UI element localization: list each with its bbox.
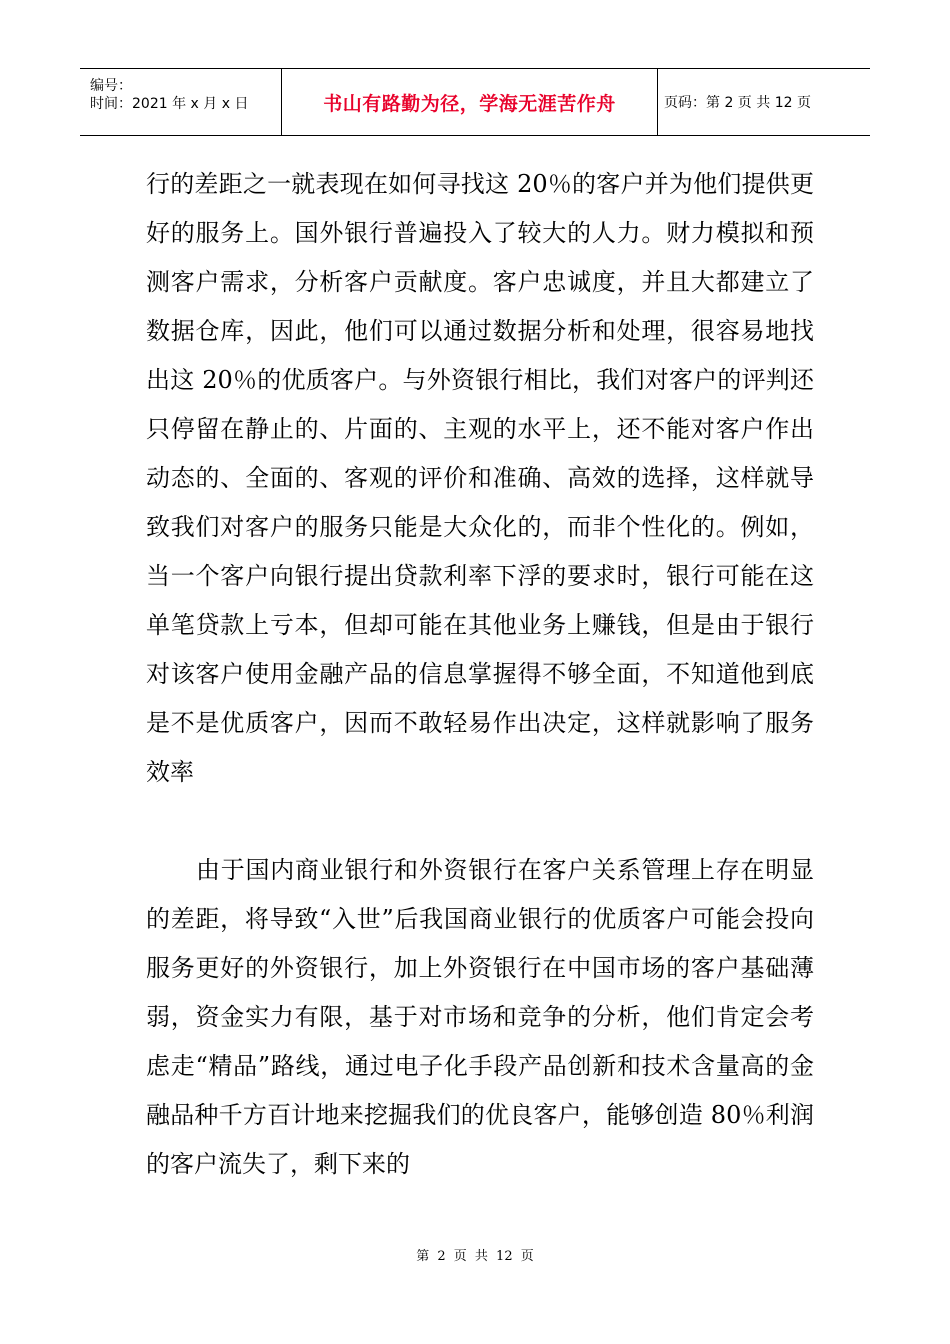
header-motto: 书山有路勤为径，学海无涯苦作舟 — [323, 92, 616, 115]
page-header — [80, 68, 870, 136]
document-number-label: 编号： — [90, 78, 132, 94]
header-motto-cell — [282, 69, 658, 135]
header-page-number: 页码：第 2 页 共 12 页 — [664, 95, 811, 111]
body-paragraph-1: 行的差距之一就表现在如何寻找这 20％的客户并为他们提供更好的服务上。国外银行普遍投入了较大的人力。财力模拟和预测客户需求，分析客户贡献度。客户忠诚度，并且大都建立了数据仓库，因此，他们可以通过数据分析和处理，很容易地找出这 20％的优质客户。与外资银行相比，我们对客户的评判还只停留在静止的、片面的、主观的水平上，还不能对客户作出动态的、全面的、客观的评价和准确、高效的选择，这样就导致我们对客户的服务只能是大众化的，而非个性化的。例如，当一个客户向银行提出贷款利率下浮的要求时，银行可能在这单笔贷款上亏本，但却可能在其他业务上赚钱，但是由于银行对该客户使用金融产品的信息掌握得不够全面，不知道他到底是不是优质客户，因而不敢轻易作出决定，这样就影响了服务效率 — [146, 170, 814, 786]
document-body — [146, 160, 814, 1189]
page-footer: 第 2 页 共 12 页 — [416, 1249, 534, 1264]
document-date-label: 时间：2021 年 x 月 x 日 — [90, 96, 249, 112]
header-meta-cell — [80, 69, 282, 135]
body-paragraph-2: 由于国内商业银行和外资银行在客户关系管理上存在明显的差距，将导致“入世”后我国商业银行的优质客户可能会投向服务更好的外资银行，加上外资银行在中国市场的客户基础薄弱，资金实力有限，基于对市场和竞争的分析，他们肯定会考虑走“精品”路线，通过电子化手段产品创新和技术含量高的金融品种千方百计地来挖掘我们的优良客户，能够创造 80％利润的客户流失了，剩下来的 — [146, 856, 814, 1178]
paragraph-gap — [146, 797, 814, 846]
header-page-cell — [658, 69, 870, 135]
